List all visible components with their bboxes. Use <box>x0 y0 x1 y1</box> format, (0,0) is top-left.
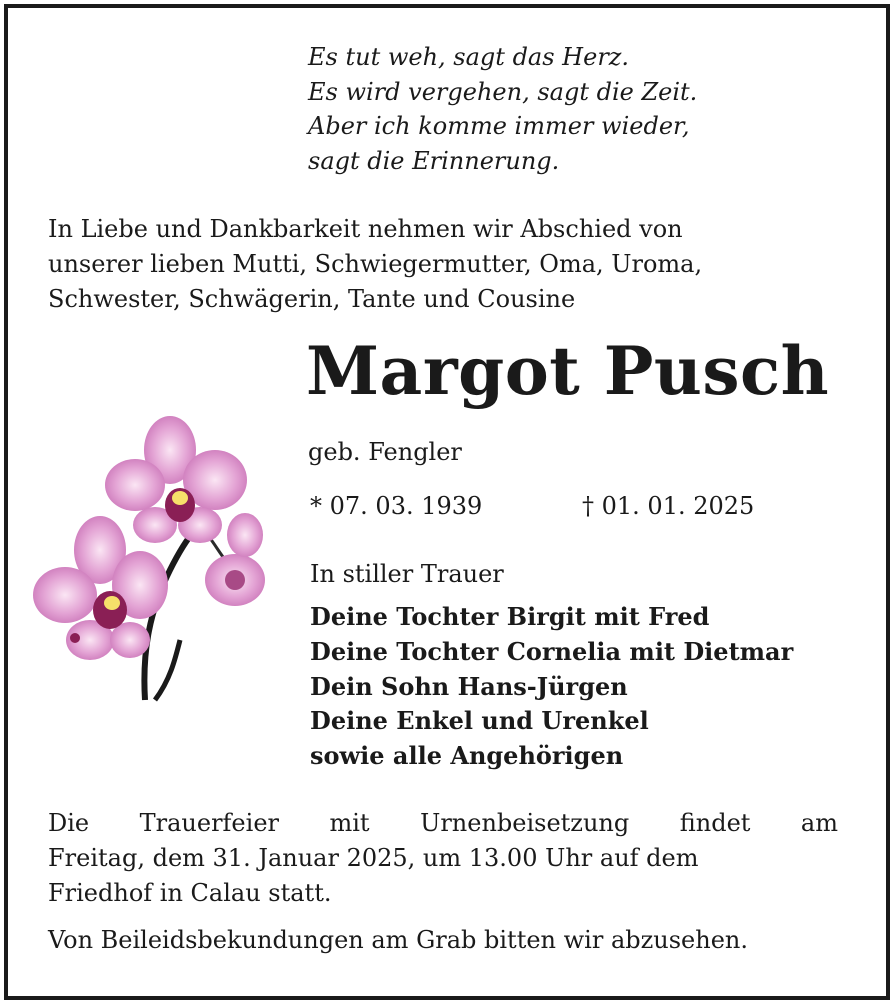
service-line: Freitag, dem 31. Januar 2025, um 13.00 Uhr auf dem <box>48 844 699 872</box>
maiden-name: geb. Fengler <box>308 438 462 466</box>
closing-note: Von Beileidsbekundungen am Grab bitten wir abzusehen. <box>48 926 748 954</box>
mourner-name: Dein Sohn Hans-Jürgen <box>310 671 628 701</box>
intro-line: In Liebe und Dankbarkeit nehmen wir Abschied von <box>48 215 683 243</box>
service-info <box>48 806 838 911</box>
service-line: Die Trauerfeier mit Urnenbeisetzung findet am <box>48 809 838 837</box>
mourner-name: Deine Enkel und Urenkel <box>310 706 649 736</box>
mourner-name: Deine Tochter Cornelia mit Dietmar <box>310 636 794 666</box>
intro-text <box>48 212 843 317</box>
deceased-name: Margot Pusch <box>306 332 830 410</box>
mourner-name: Deine Tochter Birgit mit Fred <box>310 602 710 631</box>
orchid-flower-icon <box>30 410 275 705</box>
mourner-name: sowie alle Angehörigen <box>310 741 624 771</box>
poem-line: Es tut weh, sagt das Herz. <box>308 43 630 71</box>
mourning-heading: In stiller Trauer <box>310 560 504 588</box>
death-date: † 01. 01. 2025 <box>582 492 755 520</box>
poem <box>308 40 697 178</box>
intro-line: unserer lieben Mutti, Schwiegermutter, Oma, Uroma, <box>48 250 703 278</box>
mourners-list <box>310 600 793 774</box>
service-line: Friedhof in Calau statt. <box>48 879 332 907</box>
poem-line: sagt die Erinnerung. <box>308 146 560 175</box>
intro-line: Schwester, Schwägerin, Tante und Cousine <box>48 285 576 313</box>
birth-date: * 07. 03. 1939 <box>310 492 483 520</box>
poem-line: Es wird vergehen, sagt die Zeit. <box>308 77 698 106</box>
poem-line: Aber ich komme immer wieder, <box>308 112 690 140</box>
